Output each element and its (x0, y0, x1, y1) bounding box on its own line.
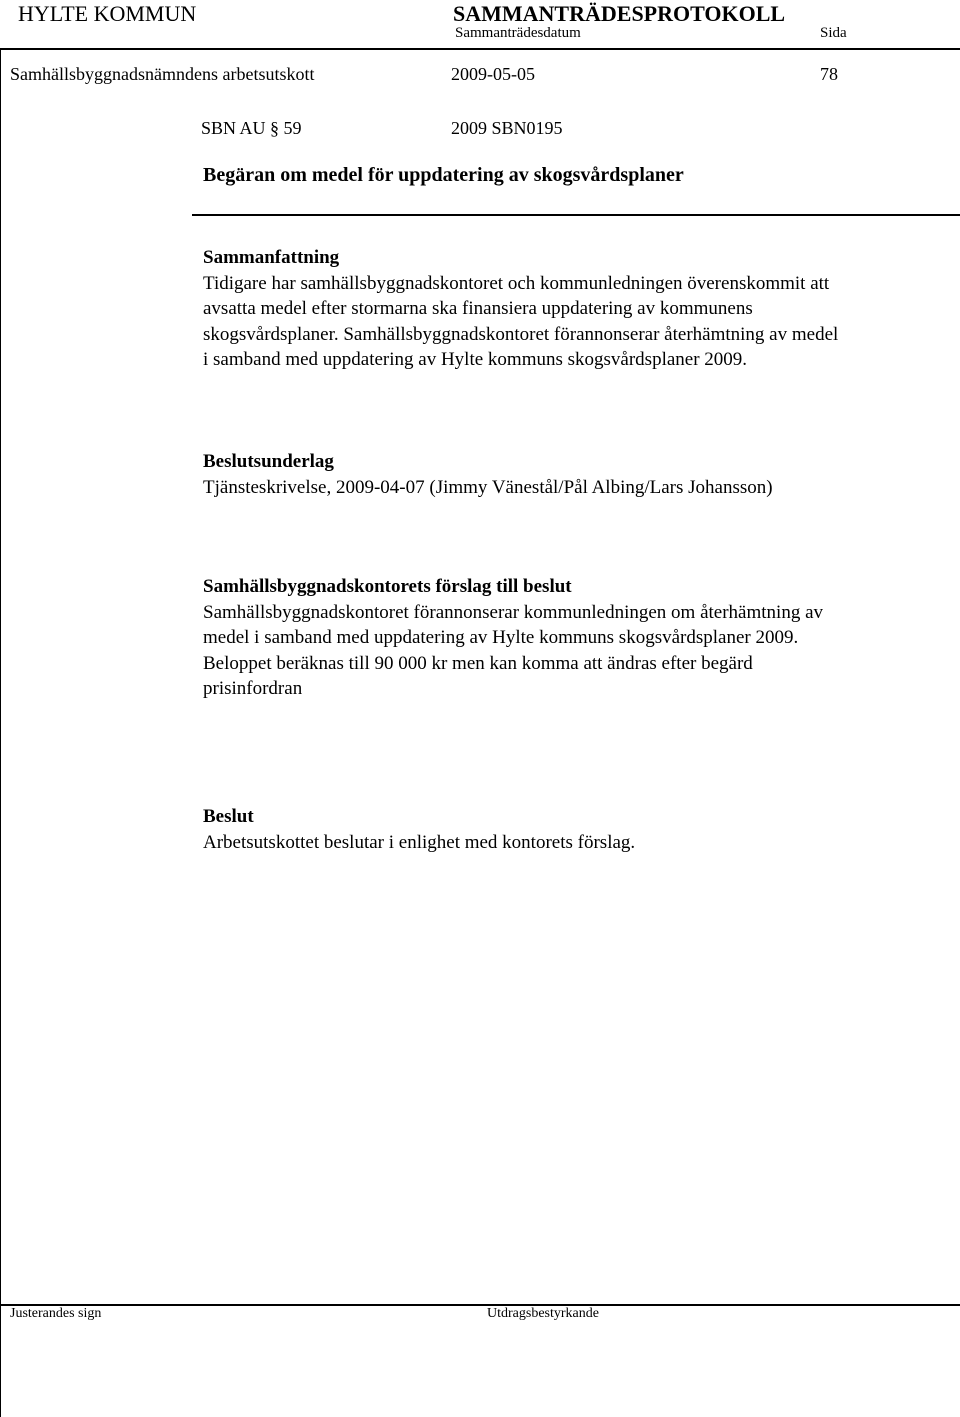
left-margin-rule (0, 48, 1, 214)
document-type: SAMMANTRÄDESPROTOKOLL (453, 1, 786, 26)
title-divider (192, 214, 960, 216)
organization-name: HYLTE KOMMUN (18, 1, 197, 26)
summary-heading: Sammanfattning (203, 247, 340, 268)
case-number: SBN AU § 59 (201, 118, 302, 138)
registration-number: 2009 SBN0195 (451, 118, 563, 138)
proposal-line: Samhällsbyggnadskontoret förannonserar kommunledningen om återhämtning av (203, 601, 823, 623)
page-number: 78 (820, 64, 838, 84)
footer-divider (0, 1304, 960, 1306)
summary-line: avsatta medel efter stormarna ska finansiera uppdatering av kommunens (203, 298, 753, 319)
decision-section (203, 804, 943, 855)
proposal-line: prisinfordran (203, 678, 303, 699)
summary-line: Tidigare har samhällsbyggnadskontoret och kommunledningen överenskommit att (203, 272, 830, 294)
proposal-line: medel i samband med uppdatering av Hylte kommuns skogsvårdsplaner 2009. (203, 627, 799, 648)
extract-certification-label: Utdragsbestyrkande (487, 1306, 599, 1321)
decision-basis-line: Tjänsteskrivelse, 2009-04-07 (Jimmy Vänestål/Pål Albing/Lars Johansson) (203, 476, 773, 498)
meeting-date-label: Sammanträdesdatum (455, 25, 581, 41)
summary-line: i samband med uppdatering av Hylte kommuns skogsvårdsplaner 2009. (203, 349, 748, 370)
proposal-heading: Samhällsbyggnadskontorets förslag till beslut (203, 576, 572, 597)
header-divider (0, 48, 960, 50)
left-margin-rule (0, 214, 1, 1304)
decision-line: Arbetsutskottet beslutar i enlighet med kontorets förslag. (203, 831, 636, 853)
page-title: Begäran om medel för uppdatering av skogsvårdsplaner (203, 164, 684, 186)
page-label: Sida (820, 25, 847, 41)
decision-heading: Beslut (203, 806, 254, 827)
decision-basis-section (203, 449, 943, 500)
summary-line: skogsvårdsplaner. Samhällsbyggnadskontoret förannonserar återhämtning av medel (203, 323, 839, 345)
left-margin-rule (0, 1304, 1, 1417)
summary-section (203, 245, 943, 373)
proposal-section (203, 574, 943, 702)
signature-label: Justerandes sign (10, 1306, 102, 1321)
meeting-date: 2009-05-05 (451, 64, 535, 84)
decision-basis-heading: Beslutsunderlag (203, 451, 334, 472)
committee-name: Samhällsbyggnadsnämndens arbetsutskott (10, 64, 315, 84)
proposal-line: Beloppet beräknas till 90 000 kr men kan komma att ändras efter begärd (203, 652, 753, 674)
